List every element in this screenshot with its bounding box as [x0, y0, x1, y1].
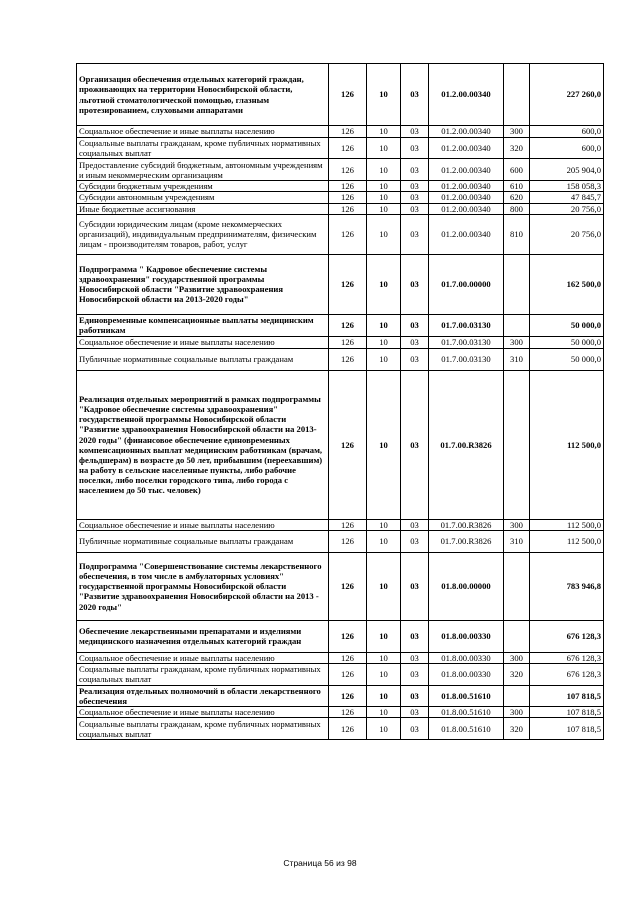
cell-rz: 10: [367, 203, 401, 214]
cell-sum: 107 818,5: [530, 707, 604, 718]
cell-name: Реализация отдельных полномочий в области лекарственного обеспечения: [77, 685, 329, 706]
cell-pr: 03: [401, 620, 429, 652]
cell-ved: 126: [329, 64, 367, 126]
cell-pr: 03: [401, 64, 429, 126]
cell-rz: 10: [367, 254, 401, 314]
cell-vr: 300: [504, 707, 530, 718]
table-row: [77, 181, 604, 192]
cell-ved: 126: [329, 159, 367, 181]
cell-sum: 158 058,3: [530, 181, 604, 192]
cell-ved: 126: [329, 254, 367, 314]
cell-rz: 10: [367, 314, 401, 336]
cell-sum: 107 818,5: [530, 685, 604, 706]
cell-ved: 126: [329, 138, 367, 159]
cell-name: Обеспечение лекарственными препаратами и изделиями медицинского назначения отдельных категорий граждан: [77, 620, 329, 652]
cell-name: Публичные нормативные социальные выплаты гражданам: [77, 348, 329, 370]
cell-name: Организация обеспечения отдельных категорий граждан, проживающих на территории Новосибирской области, льготной стоматологической помощью, глазным протезированием, слуховыми аппаратами: [77, 64, 329, 126]
cell-pr: 03: [401, 552, 429, 620]
cell-rz: 10: [367, 685, 401, 706]
cell-sum: 107 818,5: [530, 718, 604, 740]
table-row: [77, 314, 604, 336]
cell-sum: 50 000,0: [530, 314, 604, 336]
cell-sum: 50 000,0: [530, 348, 604, 370]
cell-pr: 03: [401, 203, 429, 214]
cell-vr: 310: [504, 530, 530, 552]
cell-sum: 676 128,3: [530, 620, 604, 652]
cell-vr: 300: [504, 652, 530, 663]
cell-csr: 01.2.00.00340: [429, 126, 504, 138]
cell-sum: 112 500,0: [530, 530, 604, 552]
cell-rz: 10: [367, 652, 401, 663]
cell-csr: 01.7.00.R3826: [429, 530, 504, 552]
cell-pr: 03: [401, 519, 429, 530]
table-row: [77, 370, 604, 519]
cell-pr: 03: [401, 181, 429, 192]
table-row: [77, 203, 604, 214]
cell-pr: 03: [401, 663, 429, 685]
cell-pr: 03: [401, 707, 429, 718]
cell-ved: 126: [329, 707, 367, 718]
cell-ved: 126: [329, 214, 367, 254]
cell-name: Субсидии автономным учреждениям: [77, 192, 329, 203]
cell-name: Социальные выплаты гражданам, кроме публичных нормативных социальных выплат: [77, 663, 329, 685]
cell-pr: 03: [401, 254, 429, 314]
cell-name: Социальное обеспечение и иные выплаты населению: [77, 126, 329, 138]
cell-ved: 126: [329, 530, 367, 552]
cell-sum: 227 260,0: [530, 64, 604, 126]
cell-name: Субсидии юридическим лицам (кроме некоммерческих организаций), индивидуальным предпринимателям, физическим лицам - производителям товаров, работ, услуг: [77, 214, 329, 254]
cell-pr: 03: [401, 336, 429, 348]
cell-csr: 01.8.00.51610: [429, 718, 504, 740]
cell-csr: 01.2.00.00340: [429, 192, 504, 203]
cell-pr: 03: [401, 370, 429, 519]
cell-name: Единовременные компенсационные выплаты медицинским работникам: [77, 314, 329, 336]
cell-sum: 676 128,3: [530, 663, 604, 685]
cell-sum: 112 500,0: [530, 519, 604, 530]
cell-ved: 126: [329, 181, 367, 192]
cell-vr: [504, 620, 530, 652]
cell-vr: [504, 314, 530, 336]
table-row: [77, 126, 604, 138]
cell-ved: 126: [329, 552, 367, 620]
cell-ved: 126: [329, 192, 367, 203]
cell-name: Субсидии бюджетным учреждениям: [77, 181, 329, 192]
cell-sum: 600,0: [530, 126, 604, 138]
cell-pr: 03: [401, 192, 429, 203]
cell-csr: 01.2.00.00340: [429, 181, 504, 192]
cell-pr: 03: [401, 530, 429, 552]
cell-csr: 01.8.00.00330: [429, 652, 504, 663]
cell-vr: [504, 254, 530, 314]
table-row: [77, 214, 604, 254]
table-row: [77, 159, 604, 181]
cell-name: Социальные выплаты гражданам, кроме публичных нормативных социальных выплат: [77, 138, 329, 159]
cell-vr: 600: [504, 159, 530, 181]
cell-ved: 126: [329, 370, 367, 519]
cell-csr: 01.7.00.03130: [429, 314, 504, 336]
cell-sum: 676 128,3: [530, 652, 604, 663]
cell-sum: 205 904,0: [530, 159, 604, 181]
cell-vr: 300: [504, 519, 530, 530]
table-row: [77, 652, 604, 663]
cell-name: Социальное обеспечение и иные выплаты населению: [77, 519, 329, 530]
cell-csr: 01.8.00.00330: [429, 620, 504, 652]
table-row: [77, 348, 604, 370]
cell-rz: 10: [367, 718, 401, 740]
cell-rz: 10: [367, 64, 401, 126]
table-row: [77, 192, 604, 203]
cell-rz: 10: [367, 552, 401, 620]
cell-ved: 126: [329, 348, 367, 370]
cell-sum: 162 500,0: [530, 254, 604, 314]
cell-rz: 10: [367, 663, 401, 685]
cell-rz: 10: [367, 214, 401, 254]
table-row: [77, 336, 604, 348]
cell-ved: 126: [329, 663, 367, 685]
cell-sum: 20 756,0: [530, 203, 604, 214]
cell-vr: 320: [504, 718, 530, 740]
cell-ved: 126: [329, 519, 367, 530]
cell-vr: [504, 64, 530, 126]
cell-vr: 320: [504, 138, 530, 159]
cell-ved: 126: [329, 336, 367, 348]
cell-rz: 10: [367, 336, 401, 348]
cell-rz: 10: [367, 192, 401, 203]
cell-ved: 126: [329, 126, 367, 138]
cell-vr: 300: [504, 336, 530, 348]
cell-rz: 10: [367, 620, 401, 652]
cell-pr: 03: [401, 685, 429, 706]
cell-vr: 310: [504, 348, 530, 370]
cell-rz: 10: [367, 138, 401, 159]
cell-ved: 126: [329, 718, 367, 740]
table-row: [77, 254, 604, 314]
table-row: [77, 718, 604, 740]
cell-name: Публичные нормативные социальные выплаты гражданам: [77, 530, 329, 552]
table-body: [77, 64, 604, 740]
cell-pr: 03: [401, 214, 429, 254]
cell-name: Социальное обеспечение и иные выплаты населению: [77, 707, 329, 718]
cell-csr: 01.7.00.03130: [429, 348, 504, 370]
budget-table: [76, 63, 604, 740]
cell-ved: 126: [329, 314, 367, 336]
table-row: [77, 552, 604, 620]
cell-name: Иные бюджетные ассигнования: [77, 203, 329, 214]
cell-ved: 126: [329, 652, 367, 663]
cell-rz: 10: [367, 126, 401, 138]
cell-csr: 01.8.00.51610: [429, 707, 504, 718]
table-row: [77, 530, 604, 552]
cell-csr: 01.2.00.00340: [429, 203, 504, 214]
cell-pr: 03: [401, 652, 429, 663]
cell-pr: 03: [401, 718, 429, 740]
cell-csr: 01.8.00.51610: [429, 685, 504, 706]
cell-name: Социальное обеспечение и иные выплаты населению: [77, 336, 329, 348]
page-footer: [0, 858, 640, 868]
cell-pr: 03: [401, 138, 429, 159]
cell-sum: 112 500,0: [530, 370, 604, 519]
table-row: [77, 663, 604, 685]
cell-csr: 01.7.00.R3826: [429, 370, 504, 519]
cell-name: Реализация отдельных мероприятий в рамках подпрограммы "Кадровое обеспечение системы здравоохранения" государственной программы Новосибирской области "Развитие здравоохранения Новосибирской области на 2013-2020 годы" (финансовое обеспечение единовременных компенсационных выплат медицинским работникам (врачам, фельдшерам) в возрасте до 50 лет, прибывшим (переехавшим) на работу в сельские населенные пункты, либо рабочие поселки, либо поселки городского типа, либо города с населением до 50 тыс. человек): [77, 370, 329, 519]
cell-csr: 01.8.00.00000: [429, 552, 504, 620]
cell-name: Предоставление субсидий бюджетным, автономным учреждениям и иным некоммерческим организациям: [77, 159, 329, 181]
cell-vr: [504, 370, 530, 519]
cell-vr: 320: [504, 663, 530, 685]
cell-sum: 47 845,7: [530, 192, 604, 203]
cell-pr: 03: [401, 159, 429, 181]
cell-csr: 01.7.00.03130: [429, 336, 504, 348]
cell-vr: [504, 685, 530, 706]
cell-sum: 600,0: [530, 138, 604, 159]
cell-sum: 50 000,0: [530, 336, 604, 348]
table-row: [77, 64, 604, 126]
cell-csr: 01.2.00.00340: [429, 138, 504, 159]
cell-pr: 03: [401, 348, 429, 370]
cell-vr: 800: [504, 203, 530, 214]
cell-vr: [504, 552, 530, 620]
table-row: [77, 138, 604, 159]
page-number: Страница 56 из 98: [283, 858, 357, 868]
cell-csr: 01.2.00.00340: [429, 64, 504, 126]
cell-name: Социальное обеспечение и иные выплаты населению: [77, 652, 329, 663]
cell-rz: 10: [367, 348, 401, 370]
cell-csr: 01.7.00.00000: [429, 254, 504, 314]
table-row: [77, 519, 604, 530]
cell-ved: 126: [329, 620, 367, 652]
cell-rz: 10: [367, 181, 401, 192]
cell-csr: 01.8.00.00330: [429, 663, 504, 685]
cell-rz: 10: [367, 159, 401, 181]
cell-name: Социальные выплаты гражданам, кроме публичных нормативных социальных выплат: [77, 718, 329, 740]
cell-csr: 01.7.00.R3826: [429, 519, 504, 530]
cell-vr: 610: [504, 181, 530, 192]
cell-sum: 783 946,8: [530, 552, 604, 620]
cell-rz: 10: [367, 370, 401, 519]
cell-rz: 10: [367, 530, 401, 552]
cell-vr: 810: [504, 214, 530, 254]
cell-vr: 300: [504, 126, 530, 138]
table-row: [77, 620, 604, 652]
table-row: [77, 707, 604, 718]
cell-ved: 126: [329, 685, 367, 706]
cell-csr: 01.2.00.00340: [429, 159, 504, 181]
cell-pr: 03: [401, 314, 429, 336]
cell-pr: 03: [401, 126, 429, 138]
cell-rz: 10: [367, 519, 401, 530]
cell-ved: 126: [329, 203, 367, 214]
cell-sum: 20 756,0: [530, 214, 604, 254]
cell-vr: 620: [504, 192, 530, 203]
cell-rz: 10: [367, 707, 401, 718]
cell-name: Подпрограмма " Кадровое обеспечение системы здравоохранения" государственной программы Новосибирской области "Развитие здравоохранения Новосибирской области на 2013-2020 годы": [77, 254, 329, 314]
table-row: [77, 685, 604, 706]
cell-name: Подпрограмма "Совершенствование системы лекарственного обеспечения, в том числе в амбулаторных условиях" государственной программы Новосибирской области "Развитие здравоохранения Новосибирской области на 2013 - 2020 годы": [77, 552, 329, 620]
cell-csr: 01.2.00.00340: [429, 214, 504, 254]
